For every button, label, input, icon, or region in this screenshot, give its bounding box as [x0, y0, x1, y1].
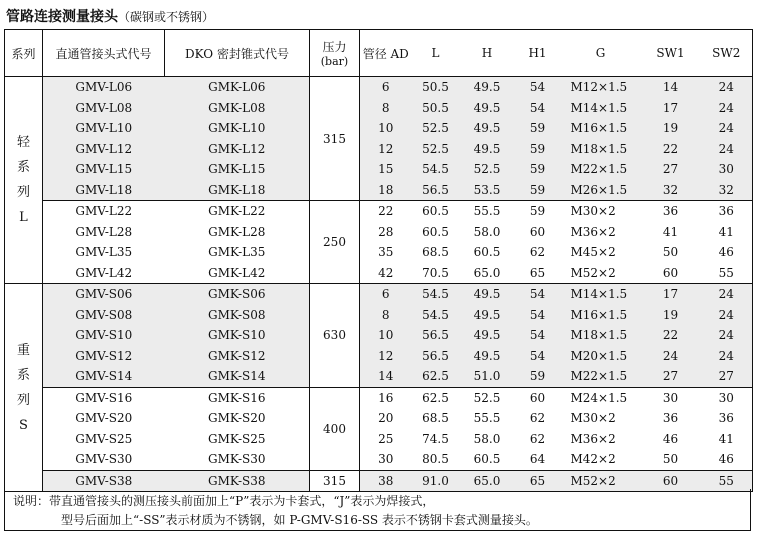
cell-h1: 54: [515, 305, 561, 326]
cell-l: 56.5: [412, 346, 460, 367]
cell-ad: 38: [360, 470, 412, 492]
cell-ad: 28: [378, 224, 394, 239]
cell-sw2: 32: [701, 180, 753, 201]
cell-ad: 25: [378, 431, 394, 446]
cell-dko: GMK-S30: [165, 449, 310, 470]
cell-sw2: 46: [701, 242, 753, 263]
cell-sw2: 55: [701, 470, 753, 492]
cell-l: 52.5: [412, 118, 460, 139]
table-row: [5, 305, 753, 326]
cell-sw1: 36: [662, 411, 679, 426]
cell-ad: 10: [360, 118, 412, 139]
table-row: [5, 325, 753, 346]
cell-h: 52.5: [460, 159, 515, 180]
header-pressure-unit: (bar): [320, 55, 349, 68]
cell-h: 58.0: [473, 224, 501, 239]
table-row: [5, 366, 753, 387]
cell-dko: GMK-S20: [207, 411, 266, 426]
cell-g: M26×1.5: [561, 180, 641, 201]
cell-g: M52×2: [561, 470, 641, 492]
cell-l: 91.0: [412, 470, 460, 492]
cell-ad: 16: [378, 390, 394, 405]
spec-table: [4, 29, 753, 492]
cell-h: 55.5: [473, 411, 501, 426]
cell-h: 49.5: [460, 284, 515, 305]
cell-straight: GMV-S38: [43, 470, 165, 492]
header-straight: 直通管接头式代号: [43, 30, 165, 77]
cell-sw2: 24: [701, 118, 753, 139]
cell-h: 49.5: [460, 325, 515, 346]
cell-h: 53.5: [460, 180, 515, 201]
series-label-light: [5, 77, 43, 284]
cell-pressure: 315: [310, 470, 360, 492]
cell-straight: GMV-S14: [43, 366, 165, 387]
series-char: 系: [16, 160, 30, 175]
cell-dko: GMK-S06: [165, 284, 310, 305]
cell-g: M14×1.5: [561, 284, 641, 305]
cell-sw2: 27: [701, 366, 753, 387]
cell-straight: GMV-S12: [43, 346, 165, 367]
cell-h1: 62: [529, 245, 546, 260]
cell-dko: GMK-L28: [208, 224, 266, 239]
cell-h: 65.0: [460, 470, 515, 492]
cell-dko: GMK-L12: [165, 139, 310, 160]
cell-sw1: 60: [641, 470, 701, 492]
cell-g: M52×2: [561, 263, 641, 284]
cell-h1: 54: [515, 77, 561, 98]
cell-g: M36×2: [570, 224, 616, 239]
cell-ad: 22: [378, 204, 394, 219]
cell-h1: 65: [515, 470, 561, 492]
footnote-line-1: 说明：带直通管接头的测压接头前面加上“P”表示为卡套式，“J”表示为焊接式，: [13, 494, 435, 508]
cell-h1: 64: [515, 449, 561, 470]
cell-sw2: 24: [701, 305, 753, 326]
cell-h1: 60: [529, 390, 546, 405]
cell-straight: GMV-L18: [43, 180, 165, 201]
cell-straight: GMV-L08: [43, 98, 165, 119]
page-title: [6, 6, 214, 26]
cell-dko: GMK-S08: [165, 305, 310, 326]
cell-l: 54.5: [412, 159, 460, 180]
cell-l: 62.5: [422, 390, 449, 405]
header-row: [5, 30, 753, 77]
series-char: 列: [16, 392, 30, 408]
table-row: [5, 429, 753, 450]
cell-g: M22×1.5: [561, 366, 641, 387]
cell-l: 68.5: [422, 245, 449, 260]
cell-sw1: 30: [662, 390, 679, 405]
cell-dko: GMK-S38: [165, 470, 310, 492]
cell-ad: 30: [360, 449, 412, 470]
cell-sw2: 41: [701, 222, 753, 243]
cell-h: 60.5: [473, 245, 501, 260]
cell-h: 49.5: [460, 139, 515, 160]
cell-straight: GMV-L35: [43, 242, 165, 263]
cell-ad: 8: [360, 305, 412, 326]
cell-h1: 59: [515, 366, 561, 387]
cell-g: M16×1.5: [561, 118, 641, 139]
table-body: [5, 77, 753, 492]
cell-h: 49.5: [460, 77, 515, 98]
cell-g: M18×1.5: [561, 139, 641, 160]
cell-g: M16×1.5: [561, 305, 641, 326]
cell-sw1: 24: [641, 346, 701, 367]
cell-h1: 59: [515, 139, 561, 160]
cell-sw1: 50: [641, 449, 701, 470]
cell-ad: 6: [360, 284, 412, 305]
series-char: L: [19, 210, 28, 225]
cell-sw1: 41: [662, 224, 679, 239]
cell-sw2: 24: [701, 346, 753, 367]
table-row: [5, 387, 753, 408]
series-char: 重: [16, 342, 30, 358]
cell-h: 49.5: [460, 346, 515, 367]
cell-straight: GMV-S20: [43, 408, 165, 429]
header-pressure-label: 压力: [322, 40, 347, 54]
cell-g: M14×1.5: [561, 98, 641, 119]
cell-dko: GMK-L08: [165, 98, 310, 119]
cell-h1: 54: [515, 284, 561, 305]
cell-g: M22×1.5: [561, 159, 641, 180]
cell-h: 49.5: [460, 98, 515, 119]
cell-g: M12×1.5: [561, 77, 641, 98]
cell-sw1: 46: [662, 431, 679, 446]
cell-sw2: 36: [701, 201, 753, 222]
cell-h1: 59: [515, 180, 561, 201]
table-row: [5, 139, 753, 160]
cell-ad: 12: [360, 139, 412, 160]
cell-l: 50.5: [412, 77, 460, 98]
cell-sw1: 19: [641, 118, 701, 139]
title-main: 管路连接测量接头: [6, 9, 118, 25]
cell-sw2: 30: [701, 387, 753, 408]
cell-dko: GMK-L22: [208, 204, 266, 219]
header-h: H: [460, 30, 515, 77]
cell-g: M42×2: [561, 449, 641, 470]
cell-h1: 62: [529, 411, 546, 426]
cell-dko: GMK-L15: [165, 159, 310, 180]
cell-sw1: 32: [641, 180, 701, 201]
cell-dko: GMK-S12: [165, 346, 310, 367]
cell-pressure: 250: [310, 201, 360, 284]
cell-h: 49.5: [460, 118, 515, 139]
cell-ad: 42: [360, 263, 412, 284]
cell-h: 55.5: [473, 204, 501, 219]
table-row: [5, 159, 753, 180]
header-pressure: [310, 30, 360, 77]
cell-straight: GMV-L42: [43, 263, 165, 284]
cell-g: M36×2: [570, 431, 616, 446]
cell-ad: 6: [360, 77, 412, 98]
cell-straight: GMV-L12: [43, 139, 165, 160]
cell-h1: 59: [515, 159, 561, 180]
cell-dko: GMK-S25: [207, 431, 266, 446]
cell-straight: GMV-S06: [43, 284, 165, 305]
table-row: [5, 242, 753, 263]
cell-l: 60.5: [422, 224, 449, 239]
header-sw2: SW2: [701, 30, 753, 77]
cell-l: 56.5: [412, 180, 460, 201]
cell-h1: 54: [515, 98, 561, 119]
table-row: [5, 77, 753, 98]
cell-straight: GMV-S08: [43, 305, 165, 326]
cell-straight: GMV-L28: [43, 222, 165, 243]
cell-h: 60.5: [460, 449, 515, 470]
cell-sw1: 17: [641, 98, 701, 119]
cell-l: 74.5: [422, 431, 449, 446]
table-row: [5, 118, 753, 139]
cell-l: 56.5: [412, 325, 460, 346]
table-row: [5, 201, 753, 222]
cell-h: 52.5: [473, 390, 501, 405]
header-h1: H1: [515, 30, 561, 77]
cell-dko: GMK-L10: [165, 118, 310, 139]
cell-dko: GMK-S14: [165, 366, 310, 387]
cell-sw2: 46: [701, 449, 753, 470]
cell-straight: GMV-S25: [43, 429, 165, 450]
cell-sw1: 22: [641, 139, 701, 160]
header-ad: 管径 AD: [360, 30, 412, 77]
cell-l: 80.5: [412, 449, 460, 470]
cell-l: 60.5: [422, 204, 449, 219]
cell-pressure: 315: [310, 77, 360, 201]
header-dko: DKO 密封锥式代号: [165, 30, 310, 77]
cell-ad: 35: [378, 245, 394, 260]
cell-l: 54.5: [412, 305, 460, 326]
cell-g: M18×1.5: [561, 325, 641, 346]
cell-pressure: 630: [310, 284, 360, 388]
table-row: [5, 346, 753, 367]
series-char: 系: [16, 367, 30, 383]
series-label-heavy: [5, 284, 43, 492]
title-subtitle: （碳钢或不锈钢）: [118, 10, 215, 24]
cell-sw2: 36: [701, 408, 753, 429]
cell-g: M45×2: [570, 245, 616, 260]
cell-sw2: 41: [701, 429, 753, 450]
cell-dko: GMK-S16: [207, 390, 266, 405]
cell-g: M24×1.5: [570, 390, 628, 405]
table-row: [5, 284, 753, 305]
cell-g: M30×2: [570, 204, 616, 219]
cell-ad: 12: [360, 346, 412, 367]
cell-sw1: 36: [662, 204, 679, 219]
cell-pressure: 400: [310, 387, 360, 470]
cell-ad: 20: [378, 411, 394, 426]
cell-sw2: 24: [701, 325, 753, 346]
cell-h1: 54: [515, 325, 561, 346]
header-sw1: SW1: [641, 30, 701, 77]
cell-h1: 62: [529, 431, 546, 446]
cell-sw2: 24: [701, 284, 753, 305]
cell-dko: GMK-L18: [165, 180, 310, 201]
cell-sw1: 27: [641, 366, 701, 387]
cell-sw1: 17: [641, 284, 701, 305]
cell-h1: 59: [529, 204, 546, 219]
cell-straight: GMV-S30: [43, 449, 165, 470]
header-g: G: [561, 30, 641, 77]
series-char: S: [19, 417, 28, 433]
cell-sw2: 30: [701, 159, 753, 180]
header-l: L: [412, 30, 460, 77]
cell-sw1: 22: [641, 325, 701, 346]
cell-dko: GMK-L06: [165, 77, 310, 98]
footnote-line-2: 型号后面加上“-SS”表示材质为不锈钢，如 P-GMV-S16-SS 表示不锈钢卡套式测量接头。: [61, 513, 538, 527]
cell-straight: GMV-L06: [43, 77, 165, 98]
cell-sw2: 55: [701, 263, 753, 284]
series-char: 轻: [16, 135, 30, 150]
cell-ad: 10: [360, 325, 412, 346]
table-row: [5, 408, 753, 429]
cell-ad: 18: [360, 180, 412, 201]
table-row: [5, 98, 753, 119]
cell-l: 50.5: [412, 98, 460, 119]
cell-sw2: 24: [701, 98, 753, 119]
cell-sw2: 24: [701, 77, 753, 98]
table-row: [5, 263, 753, 284]
cell-ad: 8: [360, 98, 412, 119]
series-char: 列: [16, 185, 30, 200]
cell-sw1: 60: [641, 263, 701, 284]
cell-h1: 60: [529, 224, 546, 239]
table-row: [5, 180, 753, 201]
cell-dko: GMK-L35: [208, 245, 266, 260]
cell-ad: 15: [360, 159, 412, 180]
cell-h1: 65: [515, 263, 561, 284]
cell-l: 62.5: [412, 366, 460, 387]
cell-h: 49.5: [460, 305, 515, 326]
cell-l: 68.5: [422, 411, 449, 426]
cell-straight: GMV-L10: [43, 118, 165, 139]
cell-h1: 59: [515, 118, 561, 139]
cell-straight: GMV-L15: [43, 159, 165, 180]
cell-h: 51.0: [460, 366, 515, 387]
cell-l: 70.5: [412, 263, 460, 284]
cell-dko: GMK-S10: [165, 325, 310, 346]
header-series: 系列: [5, 30, 43, 77]
cell-l: 52.5: [412, 139, 460, 160]
cell-h1: 54: [515, 346, 561, 367]
cell-ad: 14: [360, 366, 412, 387]
table-row: [5, 222, 753, 243]
cell-dko: GMK-L42: [165, 263, 310, 284]
cell-sw2: 24: [701, 139, 753, 160]
cell-straight: GMV-L22: [43, 201, 165, 222]
cell-sw1: 27: [641, 159, 701, 180]
cell-h: 58.0: [473, 431, 501, 446]
cell-straight: GMV-S16: [43, 387, 165, 408]
cell-g: M30×2: [570, 411, 616, 426]
cell-sw1: 19: [641, 305, 701, 326]
cell-g: M20×1.5: [561, 346, 641, 367]
table-row: [5, 449, 753, 470]
cell-sw1: 14: [641, 77, 701, 98]
cell-straight: GMV-S10: [43, 325, 165, 346]
cell-sw1: 50: [662, 245, 679, 260]
footnote: [4, 489, 751, 531]
cell-h: 65.0: [460, 263, 515, 284]
cell-l: 54.5: [412, 284, 460, 305]
